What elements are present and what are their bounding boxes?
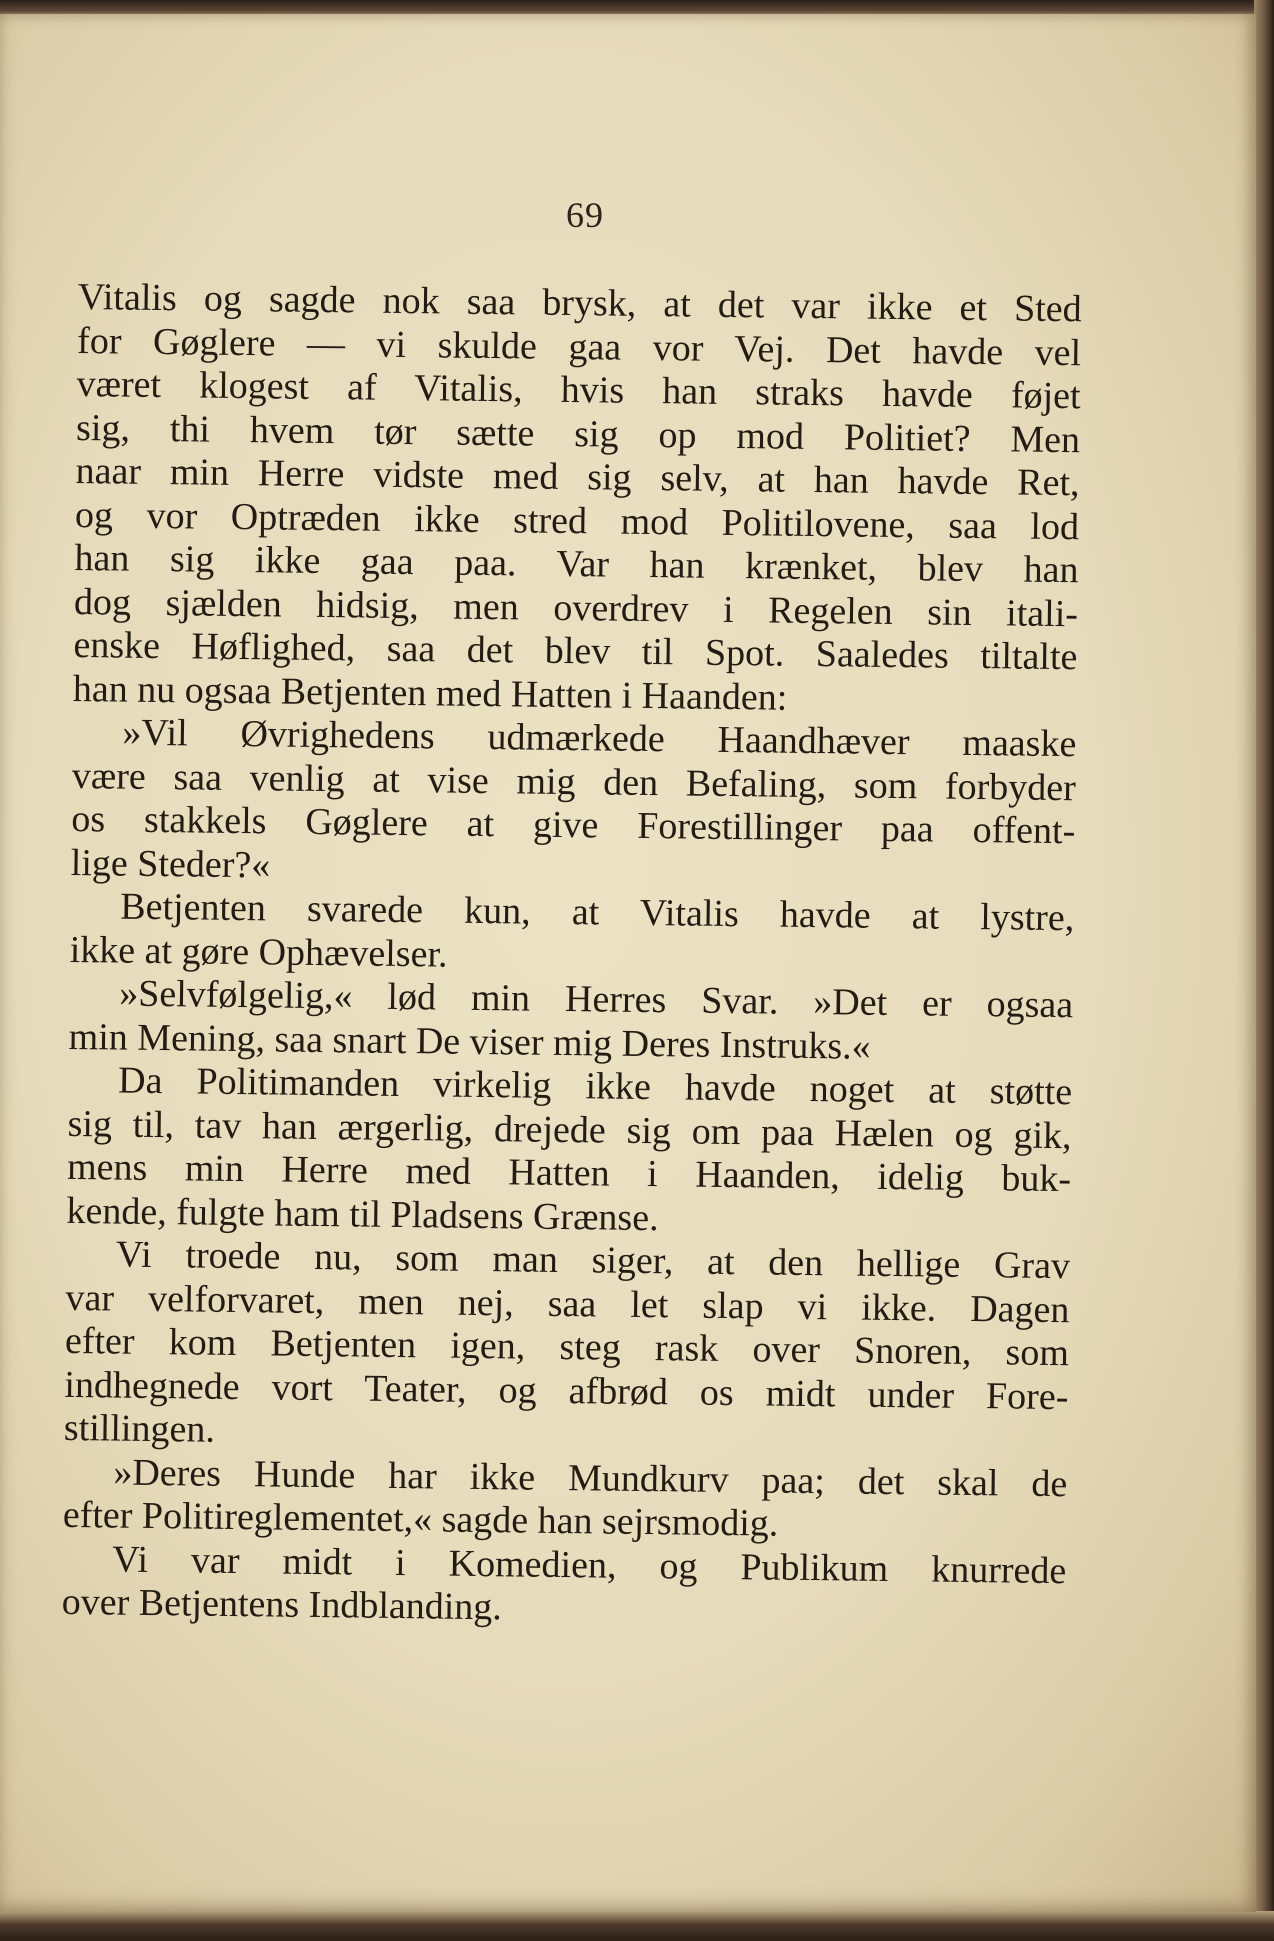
text-line: os stakkels Gøglere at give Forestillinger paa offent- (71, 797, 1076, 853)
text-line: Da Politimanden virkelig ikke havde noget at støtte (117, 1059, 1073, 1114)
book-page (0, 14, 1256, 1912)
text-line: lige Steder?« (70, 841, 271, 886)
page-number: 69 (566, 195, 604, 235)
text-line: dog sjælden hidsig, men overdrev i Regelen sin itali- (73, 580, 1079, 635)
text-line: »Vil Øvrighedens udmærkede Haandhæver maaske (122, 711, 1077, 766)
page-text (62, 276, 1082, 1637)
text-line: han sig ikke gaa paa. Var han krænket, blev han (74, 536, 1079, 592)
text-line: mens min Herre med Hatten i Haanden, idelig buk- (66, 1145, 1072, 1201)
book-right-edge (1254, 0, 1274, 1941)
text-line: efter Politireglementet,« sagde han sejrsmodig. (62, 1493, 779, 1545)
text-line: »Deres Hunde har ikke Mundkurv paa; det skal de (113, 1451, 1068, 1505)
text-line: sig, thi hvem tør sætte sig op mod Politiet? Men (75, 406, 1081, 461)
text-line: stillingen. (63, 1406, 216, 1451)
text-line: indhegnede vort Teater, og afbrød os midt under Fore- (64, 1363, 1069, 1418)
text-line: min Mening, saa snart De viser mig Deres Instruks.« (68, 1015, 871, 1068)
text-line: naar min Herre vidste med sig selv, at han havde Ret, (75, 449, 1080, 505)
text-line: være saa venlig at vise mig den Befaling, som forbyder (71, 754, 1077, 809)
text-line: Vi troede nu, som man siger, at den hellige Grav (115, 1233, 1071, 1288)
text-line: var velforvaret, men nej, saa let slap vi ikke. Dagen (65, 1276, 1070, 1331)
text-line: ikke at gøre Ophævelser. (69, 928, 448, 976)
text-line: og vor Optræden ikke stred mod Politilovene, saa lod (74, 493, 1080, 548)
text-line: efter kom Betjenten igen, steg rask over Snoren, som (64, 1319, 1070, 1375)
text-line: Betjenten svarede kun, at Vitalis havde at lystre, (120, 885, 1075, 940)
text-line: over Betjentens Indblanding. (61, 1580, 503, 1629)
text-line: Vitalis og sagde nok saa brysk, at det var ikke et Sted (77, 276, 1082, 331)
text-line: været klogest af Vitalis, hvis han straks havde føjet (76, 362, 1081, 418)
book-bottom-edge (0, 1911, 1274, 1941)
text-line: for Gøglere — vi skulde gaa vor Vej. Det havde vel (76, 319, 1082, 374)
text-line: sig til, tav han ærgerlig, drejede sig om paa Hælen og gik, (67, 1102, 1072, 1157)
text-line: Vi var midt i Komedien, og Publikum knurrede (112, 1538, 1067, 1592)
text-line: enske Høflighed, saa det blev til Spot. Saaledes tiltalte (73, 623, 1078, 679)
text-line: han nu ogsaa Betjenten med Hatten i Haanden: (72, 667, 788, 719)
text-line: kende, fulgte ham til Pladsens Grænse. (66, 1189, 659, 1239)
text-line: »Selvfølgelig,« lød min Herres Svar. »Det er ogsaa (118, 972, 1074, 1027)
